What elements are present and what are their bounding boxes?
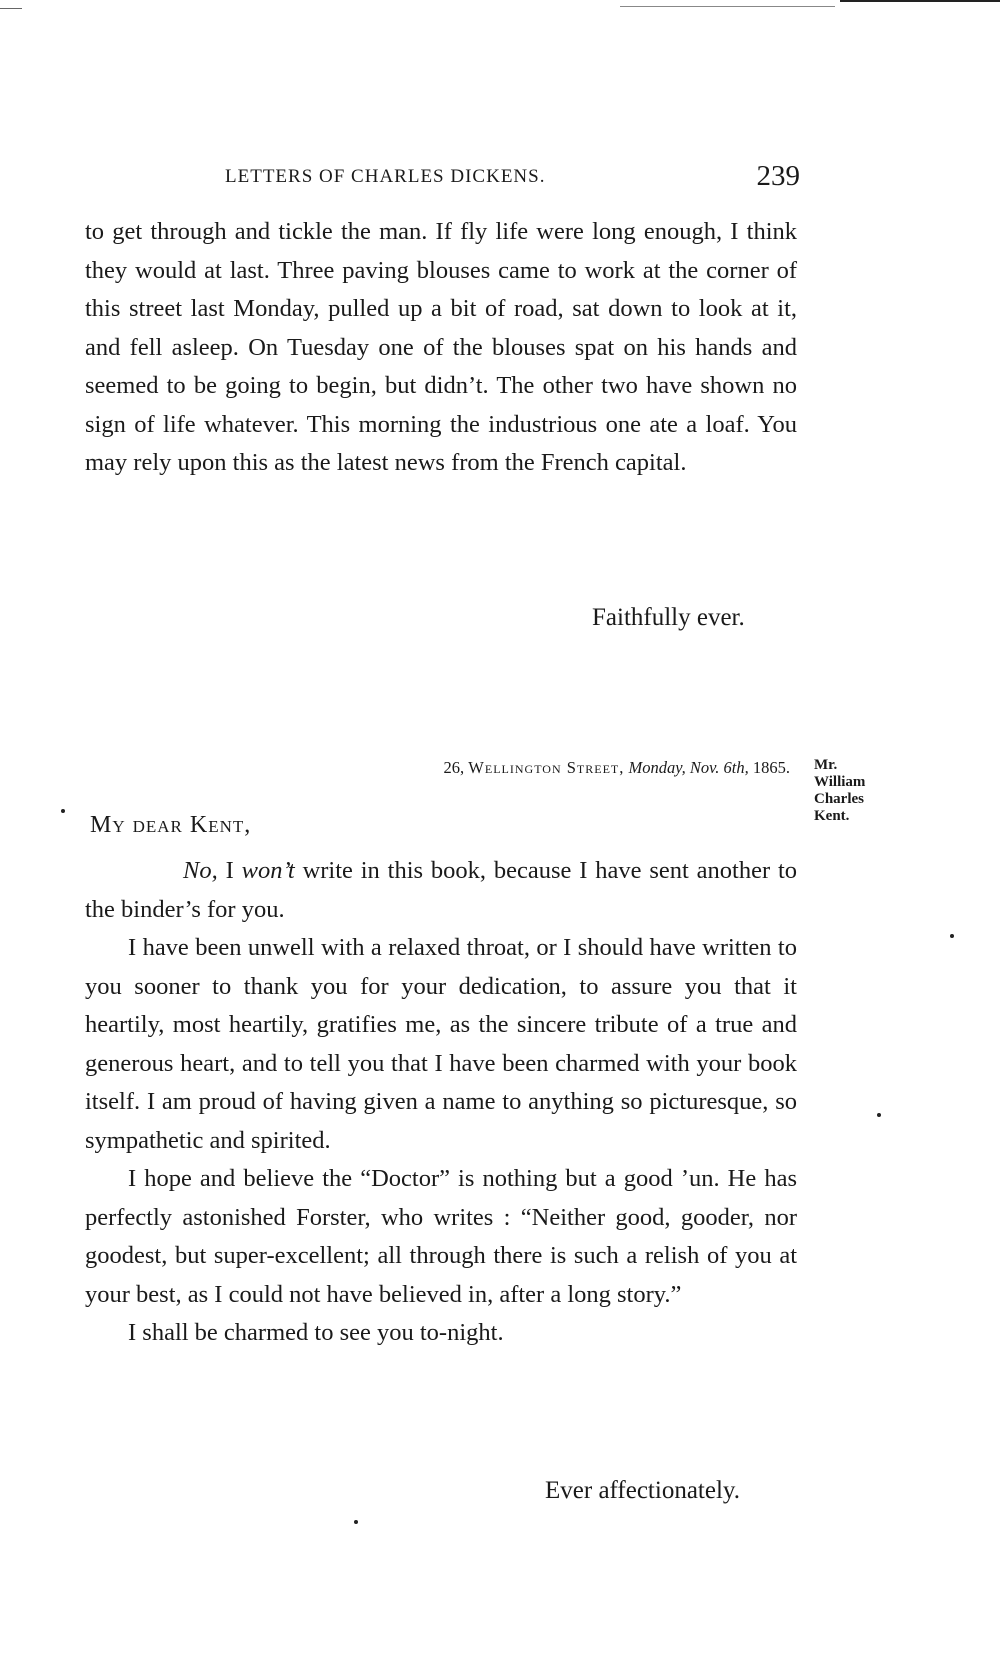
continuation-paragraph: to get through and tickle the man. If fly life were long enough, I think they would at last. Three paving blouses came to work at the corner of this street last Monday, pulled up a bit of road, sat down to look at it, and fell asleep. On Tuesday one of the blouses spat on his hands and seemed to be going to begin, but didn’t. The other two have shown no sign of life whatever. This morning the industrious one ate a loaf. You may rely upon this as the latest news from the French capital. bbox=[85, 218, 797, 476]
ink-speck bbox=[877, 1113, 881, 1117]
dateline-street: Wellington Street, bbox=[468, 758, 625, 777]
dateline bbox=[444, 758, 790, 778]
corner-mark bbox=[0, 8, 22, 9]
first-paragraph-no: No, bbox=[183, 857, 218, 884]
letter-body bbox=[85, 852, 797, 1353]
salutation: My dear Kent, bbox=[90, 812, 252, 838]
first-paragraph-wont: won’t bbox=[241, 857, 295, 884]
sidenote-line: Charles bbox=[814, 791, 864, 807]
paragraph: I hope and believe the “Doctor” is nothing but a good ’un. He has perfectly astonished Forster, who writes : “Neither good, gooder, nor goodest, but super-excellent; all through there is such a relish of you at your best, as I could not have believed in, after a long story.” bbox=[85, 1165, 797, 1308]
ink-speck bbox=[354, 1520, 358, 1524]
ink-speck bbox=[950, 934, 954, 938]
sidenote-line: William bbox=[814, 774, 866, 790]
page-number: 239 bbox=[756, 160, 800, 192]
running-title: LETTERS OF CHARLES DICKENS. bbox=[225, 166, 546, 187]
dateline-number: 26, bbox=[443, 758, 465, 777]
dateline-year: 1865. bbox=[752, 758, 790, 777]
sidenote-line: Kent. bbox=[814, 808, 850, 824]
dateline-date: Monday, Nov. 6th, bbox=[628, 758, 749, 777]
running-head bbox=[225, 160, 800, 190]
second-letter-closing: Ever affectionately. bbox=[545, 1477, 741, 1504]
first-paragraph-rest: write in this book, because I have sent another to the binder’s for you. bbox=[85, 857, 798, 923]
top-edge-rule-faint bbox=[620, 6, 835, 7]
first-paragraph-i: I bbox=[225, 857, 234, 884]
first-letter-closing: Faithfully ever. bbox=[592, 604, 745, 631]
letter-continuation bbox=[85, 213, 797, 483]
first-paragraph bbox=[85, 852, 797, 929]
paragraph: I shall be charmed to see you to-night. bbox=[128, 1319, 504, 1346]
ink-speck bbox=[61, 809, 65, 813]
top-edge-rule bbox=[840, 0, 1000, 2]
paragraph: I have been unwell with a relaxed throat, or I should have written to you sooner to thank you for your dedication, to assure you that it heartily, most heartily, gratifies me, as the sincere tribute of a true and generous heart, and to tell you that I have been charmed with your book itself. I am proud of having given a name to anything so picturesque, so sympathetic and spirited. bbox=[85, 934, 797, 1154]
recipient-sidenote bbox=[814, 757, 904, 825]
sidenote-line: Mr. bbox=[814, 757, 838, 773]
